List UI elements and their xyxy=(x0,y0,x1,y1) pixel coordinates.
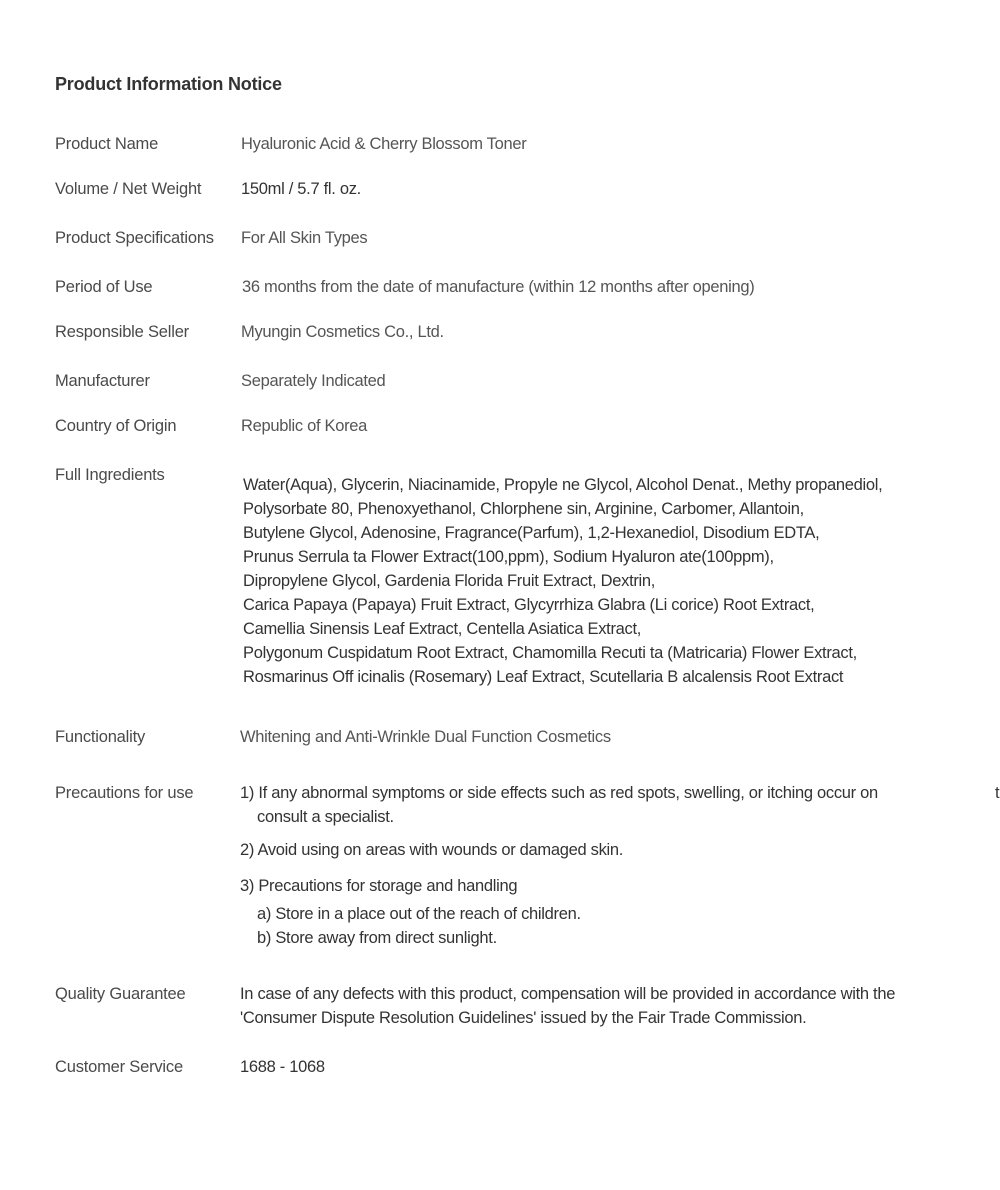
ingredients-line: Polygonum Cuspidatum Root Extract, Chamomilla Recuti ta (Matricaria) Flower Extract, xyxy=(243,644,857,662)
label-origin: Country of Origin xyxy=(55,417,177,435)
value-product-name: Hyaluronic Acid & Cherry Blossom Toner xyxy=(241,135,527,153)
label-volume: Volume / Net Weight xyxy=(55,180,202,198)
value-customer-service: 1688 - 1068 xyxy=(240,1058,325,1076)
precaution-item-1: 1) If any abnormal symptoms or side effects such as red spots, swelling, or itching occur on xyxy=(240,784,878,802)
ingredients-list xyxy=(243,473,983,689)
label-ingredients: Full Ingredients xyxy=(55,466,165,484)
value-specifications: For All Skin Types xyxy=(241,229,368,247)
ingredients-line: Butylene Glycol, Adenosine, Fragrance(Parfum), 1,2-Hexanediol, Disodium EDTA, xyxy=(243,524,820,542)
label-functionality: Functionality xyxy=(55,728,146,746)
label-customer-service: Customer Service xyxy=(55,1058,183,1076)
ingredients-line: Water(Aqua), Glycerin, Niacinamide, Propyle ne Glycol, Alcohol Denat., Methy propanediol, xyxy=(243,476,883,494)
label-precautions: Precautions for use xyxy=(55,784,194,802)
value-volume: 150ml / 5.7 fl. oz. xyxy=(241,180,361,198)
precaution-item-3a: a) Store in a place out of the reach of children. xyxy=(257,905,581,923)
label-period: Period of Use xyxy=(55,278,153,296)
value-period: 36 months from the date of manufacture (within 12 months after opening) xyxy=(242,278,755,296)
quality-line-2: 'Consumer Dispute Resolution Guidelines' issued by the Fair Trade Commission. xyxy=(240,1009,807,1027)
precaution-overflow-text: t xyxy=(995,784,1000,802)
page-title: Product Information Notice xyxy=(55,74,282,94)
precaution-item-3b: b) Store away from direct sunlight. xyxy=(257,929,497,947)
label-quality: Quality Guarantee xyxy=(55,985,186,1003)
label-seller: Responsible Seller xyxy=(55,323,189,341)
ingredients-line: Polysorbate 80, Phenoxyethanol, Chlorphene sin, Arginine, Carbomer, Allantoin, xyxy=(243,500,804,518)
value-origin: Republic of Korea xyxy=(241,417,368,435)
ingredients-line: Rosmarinus Off icinalis (Rosemary) Leaf Extract, Scutellaria B alcalensis Root Extract xyxy=(243,668,844,686)
ingredients-line: Carica Papaya (Papaya) Fruit Extract, Glycyrrhiza Glabra (Li corice) Root Extract, xyxy=(243,596,815,614)
value-seller: Myungin Cosmetics Co., Ltd. xyxy=(241,323,444,341)
precaution-item-2: 2) Avoid using on areas with wounds or damaged skin. xyxy=(240,841,624,859)
label-product-name: Product Name xyxy=(55,135,159,153)
value-manufacturer: Separately Indicated xyxy=(241,372,386,390)
label-specifications: Product Specifications xyxy=(55,229,214,247)
quality-line-1: In case of any defects with this product, compensation will be provided in accordance with the xyxy=(240,985,896,1003)
ingredients-line: Prunus Serrula ta Flower Extract(100,ppm), Sodium Hyaluron ate(100ppm), xyxy=(243,548,774,566)
precaution-item-3: 3) Precautions for storage and handling xyxy=(240,877,518,895)
ingredients-line: Dipropylene Glycol, Gardenia Florida Fruit Extract, Dextrin, xyxy=(243,572,656,590)
precaution-item-1-continued: consult a specialist. xyxy=(257,808,394,826)
label-manufacturer: Manufacturer xyxy=(55,372,150,390)
ingredients-line: Camellia Sinensis Leaf Extract, Centella Asiatica Extract, xyxy=(243,620,642,638)
value-functionality: Whitening and Anti-Wrinkle Dual Function Cosmetics xyxy=(240,728,611,746)
